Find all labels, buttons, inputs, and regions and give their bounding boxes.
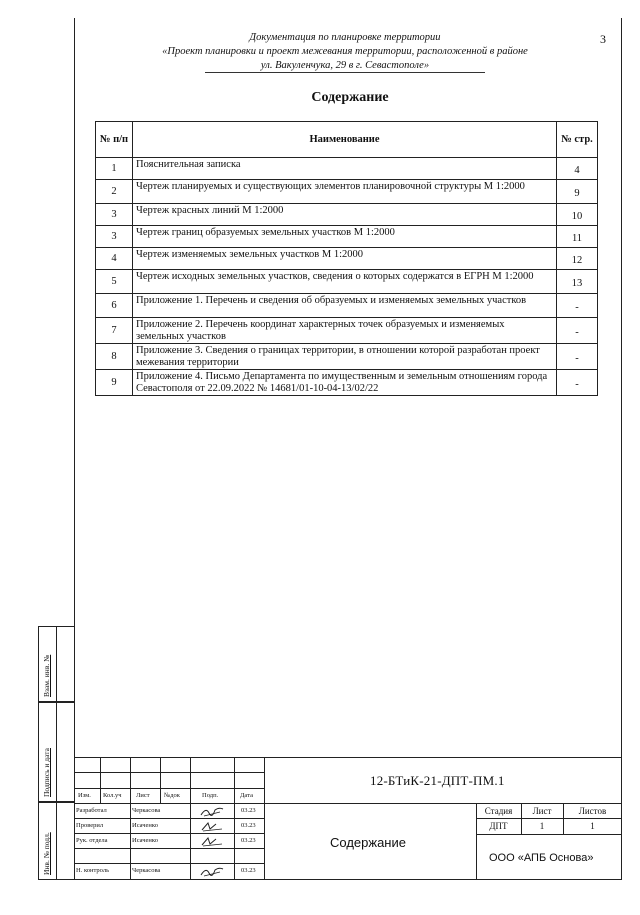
col-kol: Кол.уч [103, 792, 122, 799]
sheet-value: 1 [539, 821, 545, 831]
sheets-label: Листов [578, 806, 607, 816]
header-line-3: ул. Вакуленчука, 29 в г. Севастополе» [260, 60, 430, 71]
col-podp: Подп. [202, 792, 219, 799]
row-title: Приложение 3. Сведения о границах территории, в отношении которой разработан проект межевания территории [133, 344, 557, 370]
header-underline [205, 72, 485, 73]
row-title: Чертеж планируемых и существующих элементов планировочной структуры М 1:2000 [133, 180, 557, 204]
signature-mark [200, 805, 224, 817]
row-page: 13 [557, 270, 598, 294]
header-line-2: «Проект планировки и проект межевания территории, расположенной в районе [162, 46, 528, 57]
table-row [96, 248, 598, 270]
row-page: - [557, 370, 598, 396]
signature-mark [200, 835, 224, 847]
table-row [96, 226, 598, 248]
row-title: Чертеж границ образуемых земельных участков М 1:2000 [133, 226, 557, 248]
stage-value: ДПТ [489, 821, 508, 831]
date-norm-control: 03.23 [241, 867, 256, 874]
role-norm-control: Н. контроль [76, 867, 110, 874]
row-page: 9 [557, 180, 598, 204]
date-developer: 03.23 [241, 807, 256, 814]
row-number: 7 [96, 318, 133, 344]
stamp-inv-replace [38, 626, 74, 702]
row-title: Чертеж изменяемых земельных участков М 1:2000 [133, 248, 557, 270]
sheet-label: Лист [532, 806, 552, 816]
row-number: 5 [96, 270, 133, 294]
signature-mark [200, 865, 224, 877]
row-title: Приложение 1. Перечень и сведения об образуемых и изменяемых земельных участков [133, 294, 557, 318]
row-page: 4 [557, 158, 598, 180]
table-row [96, 204, 598, 226]
row-page: 10 [557, 204, 598, 226]
role-developer: Разработал [76, 807, 107, 814]
row-title: Пояснительная записка [133, 158, 557, 180]
col-page-header: № стр. [557, 122, 598, 158]
role-dept-head: Рук. отдела [76, 837, 108, 844]
table-header-row [96, 122, 598, 158]
role-checker: Проверил [76, 822, 104, 829]
col-num-header: № п/п [96, 122, 133, 158]
table-row [96, 344, 598, 370]
row-page: - [557, 294, 598, 318]
row-number: 8 [96, 344, 133, 370]
row-number: 3 [96, 204, 133, 226]
name-norm-control: Черкасова [132, 867, 161, 874]
col-ndok: №док [164, 792, 180, 799]
col-name-header: Наименование [133, 122, 557, 158]
document-code: 12-БТиК-21-ДПТ-ПМ.1 [370, 773, 505, 788]
row-title: Чертеж исходных земельных участков, сведения о которых содержатся в ЕГРН М 1:2000 [133, 270, 557, 294]
row-number: 4 [96, 248, 133, 270]
stage-label: Стадия [484, 806, 513, 816]
label-inv-replace: Взам. инв. № [42, 654, 51, 697]
company-name: ООО «АПБ Основа» [489, 852, 594, 864]
table-row [96, 270, 598, 294]
date-dept-head: 03.23 [241, 837, 256, 844]
col-izm: Изм. [78, 792, 91, 799]
stamp-sign-date [38, 702, 74, 802]
row-number: 9 [96, 370, 133, 396]
stamp-inv-orig [38, 802, 74, 880]
sheets-value: 1 [590, 821, 595, 831]
name-checker: Исаченко [132, 822, 158, 829]
row-number: 2 [96, 180, 133, 204]
row-title: Приложение 4. Письмо Департамента по имущественным и земельным отношениям города Севастополя от 22.09.2022 № 14681/01-10-04-13/02/22 [133, 370, 557, 396]
header-line-1: Документация по планировке территории [249, 32, 441, 43]
date-checker: 03.23 [241, 822, 256, 829]
contents-table [95, 121, 598, 396]
document-header [110, 31, 580, 73]
sheet-name: Содержание [330, 835, 406, 850]
row-number: 6 [96, 294, 133, 318]
table-row [96, 158, 598, 180]
name-developer: Черкасова [132, 807, 161, 814]
table-row [96, 294, 598, 318]
page-title: Содержание [311, 90, 389, 105]
row-page: 11 [557, 226, 598, 248]
col-list: Лист [136, 792, 150, 799]
row-number: 3 [96, 226, 133, 248]
table-row [96, 370, 598, 396]
table-row [96, 180, 598, 204]
row-page: - [557, 318, 598, 344]
row-title: Чертеж красных линий М 1:2000 [133, 204, 557, 226]
row-page: 12 [557, 248, 598, 270]
signature-mark [200, 820, 224, 832]
row-number: 1 [96, 158, 133, 180]
col-data: Дата [240, 792, 253, 799]
table-row [96, 318, 598, 344]
page-number: 3 [600, 32, 606, 46]
label-inv-orig: Инв. № подл. [42, 832, 51, 875]
label-sign-date: Подпись и дата [42, 748, 51, 797]
row-page: - [557, 344, 598, 370]
name-dept-head: Исаченко [132, 837, 158, 844]
row-title: Приложение 2. Перечень координат характерных точек образуемых и изменяемых земельных участков [133, 318, 557, 344]
